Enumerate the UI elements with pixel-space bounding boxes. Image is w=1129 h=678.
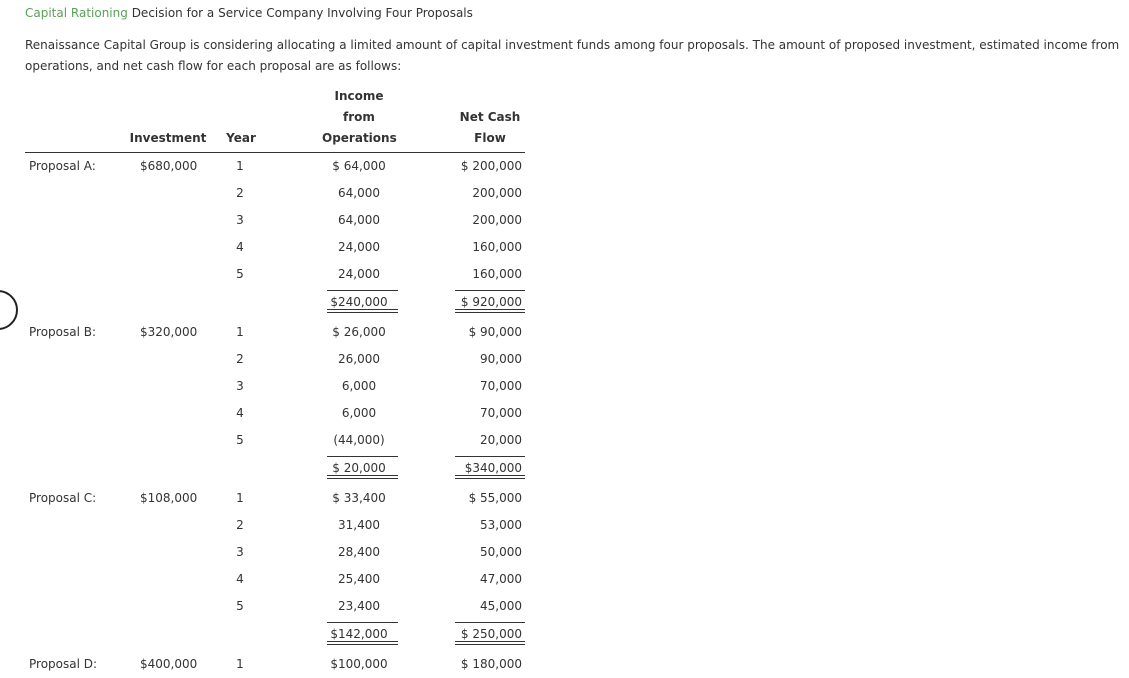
circle-marker-icon (0, 290, 18, 330)
header-cash-line2: Flow (474, 131, 506, 145)
subtotal-rule (327, 290, 398, 291)
title-highlight-link[interactable]: Capital Rationing (25, 6, 128, 20)
proposal-label: Proposal D: (29, 657, 98, 671)
year-cell: 2 (236, 186, 244, 200)
header-rule (25, 152, 525, 153)
total-cash-cell: $ 250,000 (460, 627, 522, 641)
income-cell: 24,000 (338, 240, 380, 254)
year-cell: 4 (236, 240, 244, 254)
total-double-rule (327, 309, 398, 313)
income-cell: 64,000 (338, 213, 380, 227)
cash-cell: 160,000 (472, 267, 522, 281)
income-cell: 23,400 (338, 599, 380, 613)
cash-cell: 70,000 (480, 379, 522, 393)
year-cell: 5 (236, 599, 244, 613)
total-income-cell: $142,000 (330, 627, 388, 641)
header-year: Year (226, 131, 256, 145)
income-cell: 64,000 (338, 186, 380, 200)
income-cell: $ 33,400 (332, 491, 386, 505)
year-cell: 1 (236, 159, 244, 173)
proposal-label: Proposal C: (29, 491, 97, 505)
year-cell: 3 (236, 213, 244, 227)
year-cell: 5 (236, 433, 244, 447)
cash-cell: $ 200,000 (460, 159, 522, 173)
year-cell: 4 (236, 572, 244, 586)
total-double-rule (327, 641, 398, 645)
proposal-investment: $680,000 (140, 159, 198, 173)
cash-cell: $ 180,000 (460, 657, 522, 671)
year-cell: 3 (236, 545, 244, 559)
proposal-label: Proposal A: (29, 159, 96, 173)
cash-cell: 53,000 (480, 518, 522, 532)
total-cash-cell: $340,000 (464, 461, 522, 475)
proposal-investment: $108,000 (140, 491, 198, 505)
year-cell: 5 (236, 267, 244, 281)
page-title (25, 6, 473, 20)
title-text: Decision for a Service Company Involving Four Proposals (127, 6, 473, 20)
cash-cell: 200,000 (472, 186, 522, 200)
year-cell: 1 (236, 491, 244, 505)
proposal-investment: $400,000 (140, 657, 198, 671)
total-double-rule (455, 475, 525, 479)
income-cell: 26,000 (338, 352, 380, 366)
subtotal-rule (455, 456, 525, 457)
income-cell: 6,000 (341, 406, 377, 420)
subtotal-rule (455, 290, 525, 291)
income-cell: 28,400 (338, 545, 380, 559)
cash-cell: 45,000 (480, 599, 522, 613)
income-cell: $ 64,000 (332, 159, 386, 173)
total-double-rule (327, 475, 398, 479)
year-cell: 2 (236, 518, 244, 532)
header-income-line1: Income (334, 89, 384, 103)
subtotal-rule (327, 456, 398, 457)
total-double-rule (455, 309, 525, 313)
income-cell: (44,000) (333, 433, 385, 447)
cash-cell: 200,000 (472, 213, 522, 227)
year-cell: 2 (236, 352, 244, 366)
year-cell: 4 (236, 406, 244, 420)
income-cell: $100,000 (330, 657, 388, 671)
proposal-label: Proposal B: (29, 325, 97, 339)
subtotal-rule (455, 622, 525, 623)
total-income-cell: $ 20,000 (332, 461, 386, 475)
cash-cell: $ 90,000 (468, 325, 522, 339)
cash-cell: 20,000 (480, 433, 522, 447)
income-cell: 25,400 (338, 572, 380, 586)
income-cell: 6,000 (341, 379, 377, 393)
cash-cell: 50,000 (480, 545, 522, 559)
income-cell: $ 26,000 (332, 325, 386, 339)
header-income-line2: from (343, 110, 375, 124)
header-investment: Investment (129, 131, 207, 145)
income-cell: 31,400 (338, 518, 380, 532)
cash-cell: 160,000 (472, 240, 522, 254)
cash-cell: 90,000 (480, 352, 522, 366)
header-cash-line1: Net Cash (459, 110, 521, 124)
year-cell: 3 (236, 379, 244, 393)
total-income-cell: $240,000 (330, 295, 388, 309)
income-cell: 24,000 (338, 267, 380, 281)
proposal-investment: $320,000 (140, 325, 198, 339)
year-cell: 1 (236, 657, 244, 671)
cash-cell: $ 55,000 (468, 491, 522, 505)
intro-paragraph: Renaissance Capital Group is considering allocating a limited amount of capital investment funds among four proposals. The amount of proposed investment, estimated income from operations, and net cash flow for each proposal are as follows: (25, 38, 1120, 73)
total-cash-cell: $ 920,000 (460, 295, 522, 309)
subtotal-rule (327, 622, 398, 623)
total-double-rule (455, 641, 525, 645)
header-income-line3: Operations (322, 131, 397, 145)
cash-cell: 47,000 (480, 572, 522, 586)
year-cell: 1 (236, 325, 244, 339)
cash-cell: 70,000 (480, 406, 522, 420)
